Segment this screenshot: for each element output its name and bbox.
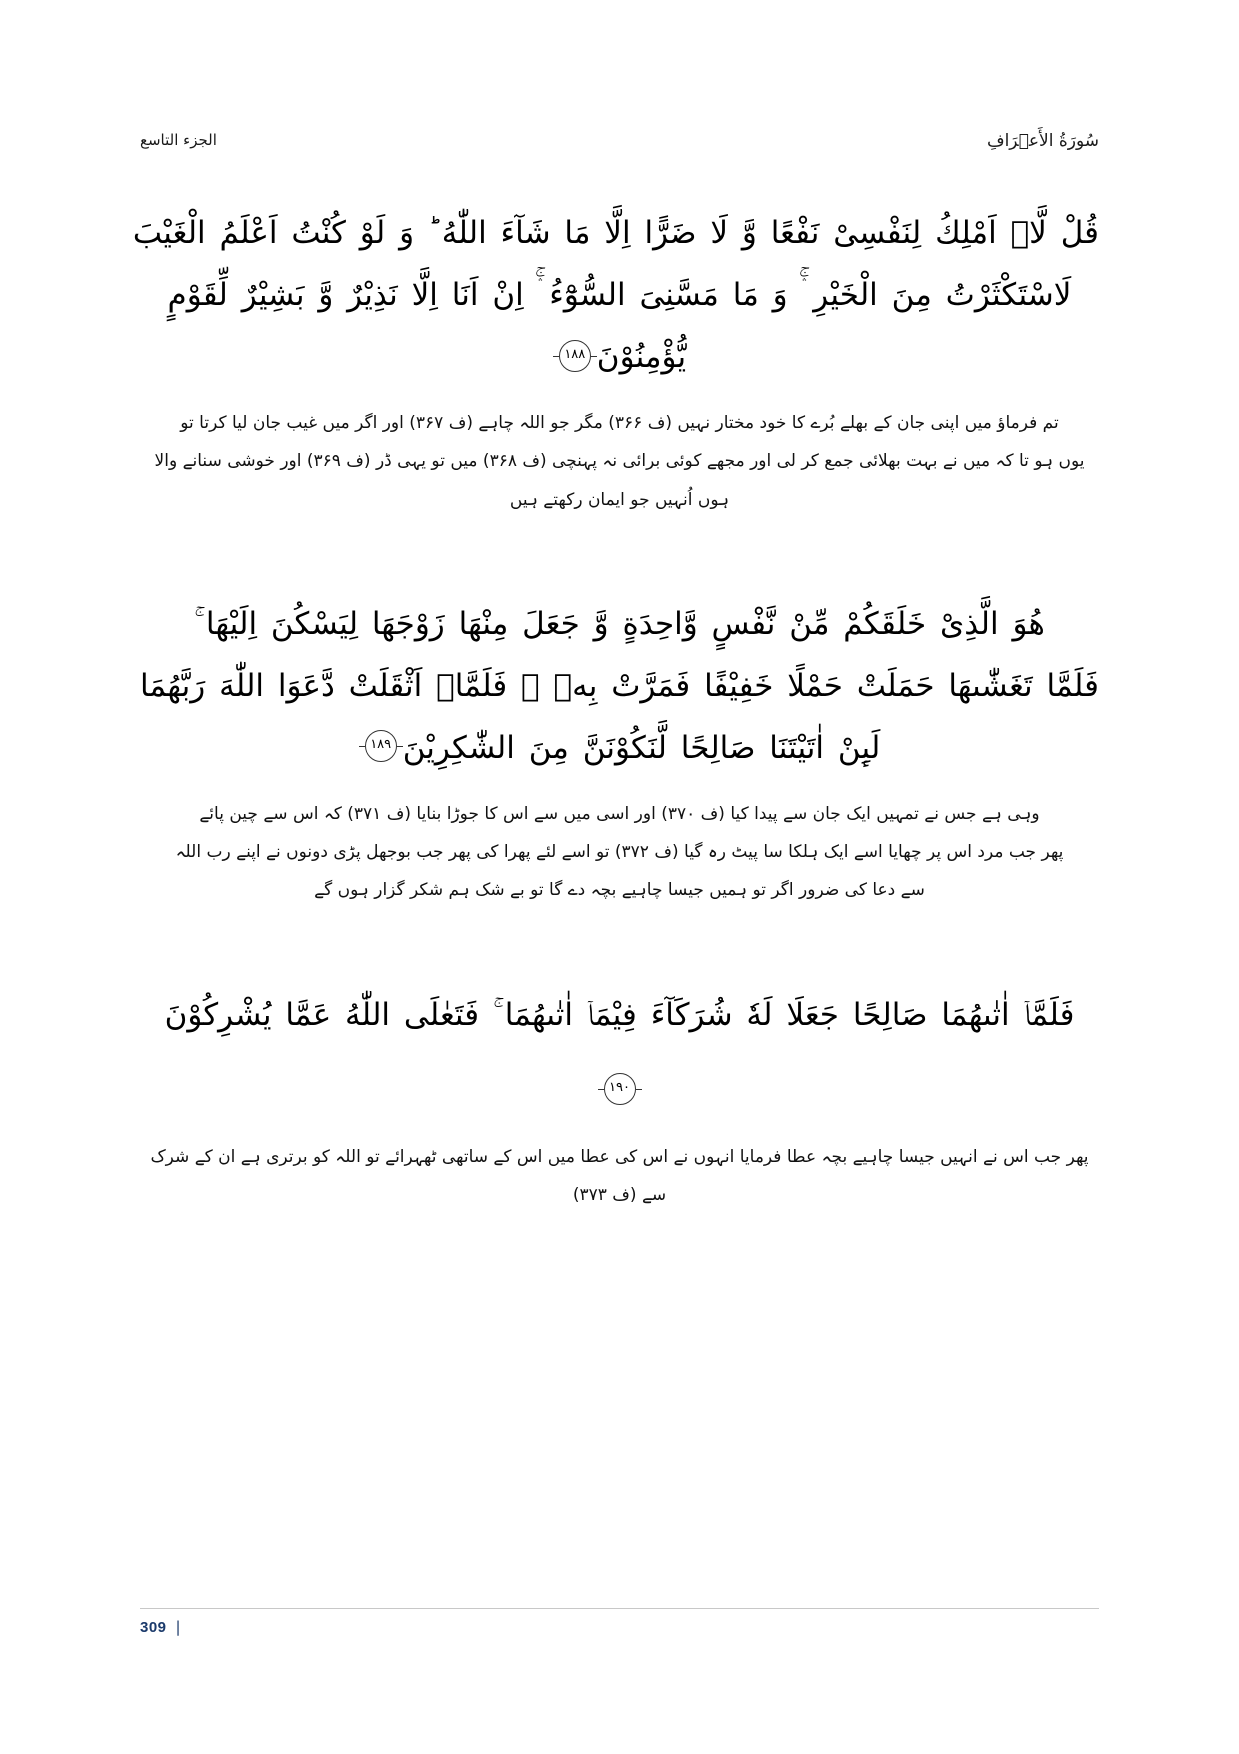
- arabic-line: لَاسْتَكْثَرْتُ مِنَ الْخَیْرِ ۛۚ وَ مَا مَسَّنِیَ السُّوْٓءُ ۛۚ اِنْ اَنَا اِلَّا نَذِیْرٌ وَّ بَشِیْرٌ لِّقَوْمٍ: [167, 277, 1072, 313]
- arabic-line: فَلَمَّا تَغَشّٰىهَا حَمَلَتْ حَمْلًا خَفِیْفًا فَمَرَّتْ بِهٖ ۚ فَلَمَّاۤ اَثْقَلَتْ دَّعَوَا اللّٰهَ رَبَّهُمَا: [139, 667, 1099, 704]
- arabic-line: قُلْ لَّاۤ اَمْلِكُ لِنَفْسِیْ نَفْعًا وَّ لَا ضَرًّا اِلَّا مَا شَآءَ اللّٰهُ ؕ وَ لَوْ كُنْتُ اَعْلَمُ الْغَیْبَ: [132, 215, 1099, 251]
- urdu-line: وہی ہے جس نے تمہیں ایک جان سے پیدا کیا (ف ۳۷۰) اور اسی میں سے اس کا جوڑا بنایا (ف ۳۷۱) کہ اس سے چین پائے: [199, 803, 1040, 824]
- urdu-line: سے (ف ۳۷۳): [572, 1184, 667, 1205]
- urdu-line: یوں ہو تا کہ میں نے بہت بھلائی جمع کر لی اور مجھے کوئی برائی نہ پہنچی (ف ۳۶۸) میں تو یہی ڈر (ف ۳۶۹) اور خوشی سنانے والا: [154, 451, 1085, 472]
- page-footer: [140, 1608, 1099, 1636]
- urdu-line: تم فرماؤ میں اپنی جان کے بھلے بُرے کا خود مختار نہیں (ف ۳۶۶) مگر جو اللہ چاہے (ف ۳۶۷) اور اگر میں غیب جان لیا کرتا تو: [180, 413, 1059, 433]
- footer-separator: |: [175, 1618, 181, 1636]
- arabic-line-text: لَىِٕنْ اٰتَیْتَنَا صَالِحًا لَّنَكُوْنَنَّ مِنَ الشّٰكِرِیْنَ: [402, 729, 881, 766]
- urdu-translation-188: [140, 404, 1099, 519]
- page-header: [140, 130, 1099, 176]
- juz-title: الجزء التاسع: [140, 131, 217, 149]
- urdu-translation-190: [140, 1138, 1099, 1215]
- ayah-number-badge: ١٩٠: [604, 1073, 636, 1105]
- urdu-translation-189: [140, 795, 1099, 910]
- footer-inner: [140, 1609, 1099, 1636]
- page-content: [132, 130, 1099, 1214]
- arabic-line: [140, 326, 1099, 388]
- arabic-text-188: [132, 202, 1099, 388]
- ayah-block-189: [140, 593, 1099, 910]
- section-spacer: [140, 910, 1099, 958]
- arabic-line: [140, 717, 1099, 779]
- section-spacer: [140, 519, 1099, 567]
- arabic-line-text: یُّؤْمِنُوْنَ: [596, 339, 687, 375]
- urdu-line: پھر جب اس نے انہیں جیسا چاہیے بچہ عطا فرمایا انہوں نے اس کی عطا میں اس کے ساتھی ٹھہرائے تو اللہ کو برتری ہے ان کے شرک: [150, 1146, 1089, 1167]
- arabic-text-190: [140, 984, 1099, 1046]
- ayah-number-badge: ١٨٩: [365, 730, 397, 762]
- arabic-line: هُوَ الَّذِیْ خَلَقَكُمْ مِّنْ نَّفْسٍ وَّاحِدَةٍ وَّ جَعَلَ مِنْهَا زَوْجَهَا لِیَسْكُنَ اِلَیْهَا ۚ: [194, 605, 1045, 642]
- ayah-block-188: [132, 202, 1099, 519]
- arabic-line: فَلَمَّاۤ اٰتٰىهُمَا صَالِحًا جَعَلَا لَهٗ شُرَكَآءَ فِیْمَاۤ اٰتٰىهُمَا ۚ فَتَعٰلَى اللّٰهُ عَمَّا یُشْرِكُوْنَ: [164, 996, 1075, 1033]
- ayah-number-row-190: [140, 1060, 1099, 1122]
- page-number: 309: [140, 1618, 167, 1636]
- ayah-number-badge: ١٨٨: [559, 340, 591, 372]
- ayah-block-190: [140, 984, 1099, 1215]
- urdu-line: پھر جب مرد اس پر چھایا اسے ایک ہلکا سا پیٹ رہ گیا (ف ۳۷۲) تو اسے لئے پھرا کی پھر جب بوجھل پڑی دونوں نے اپنے رب اللہ: [175, 842, 1064, 862]
- urdu-line: سے دعا کی ضرور اگر تو ہمیں جیسا چاہیے بچہ دے گا تو بے شک ہم شکر گزار ہوں گے: [314, 880, 925, 901]
- arabic-text-189: [140, 593, 1099, 779]
- urdu-line: ہوں اُنہیں جو ایمان رکھتے ہیں: [509, 489, 730, 510]
- surah-title: سُورَةُ الأَعۡرَافِ: [986, 131, 1099, 151]
